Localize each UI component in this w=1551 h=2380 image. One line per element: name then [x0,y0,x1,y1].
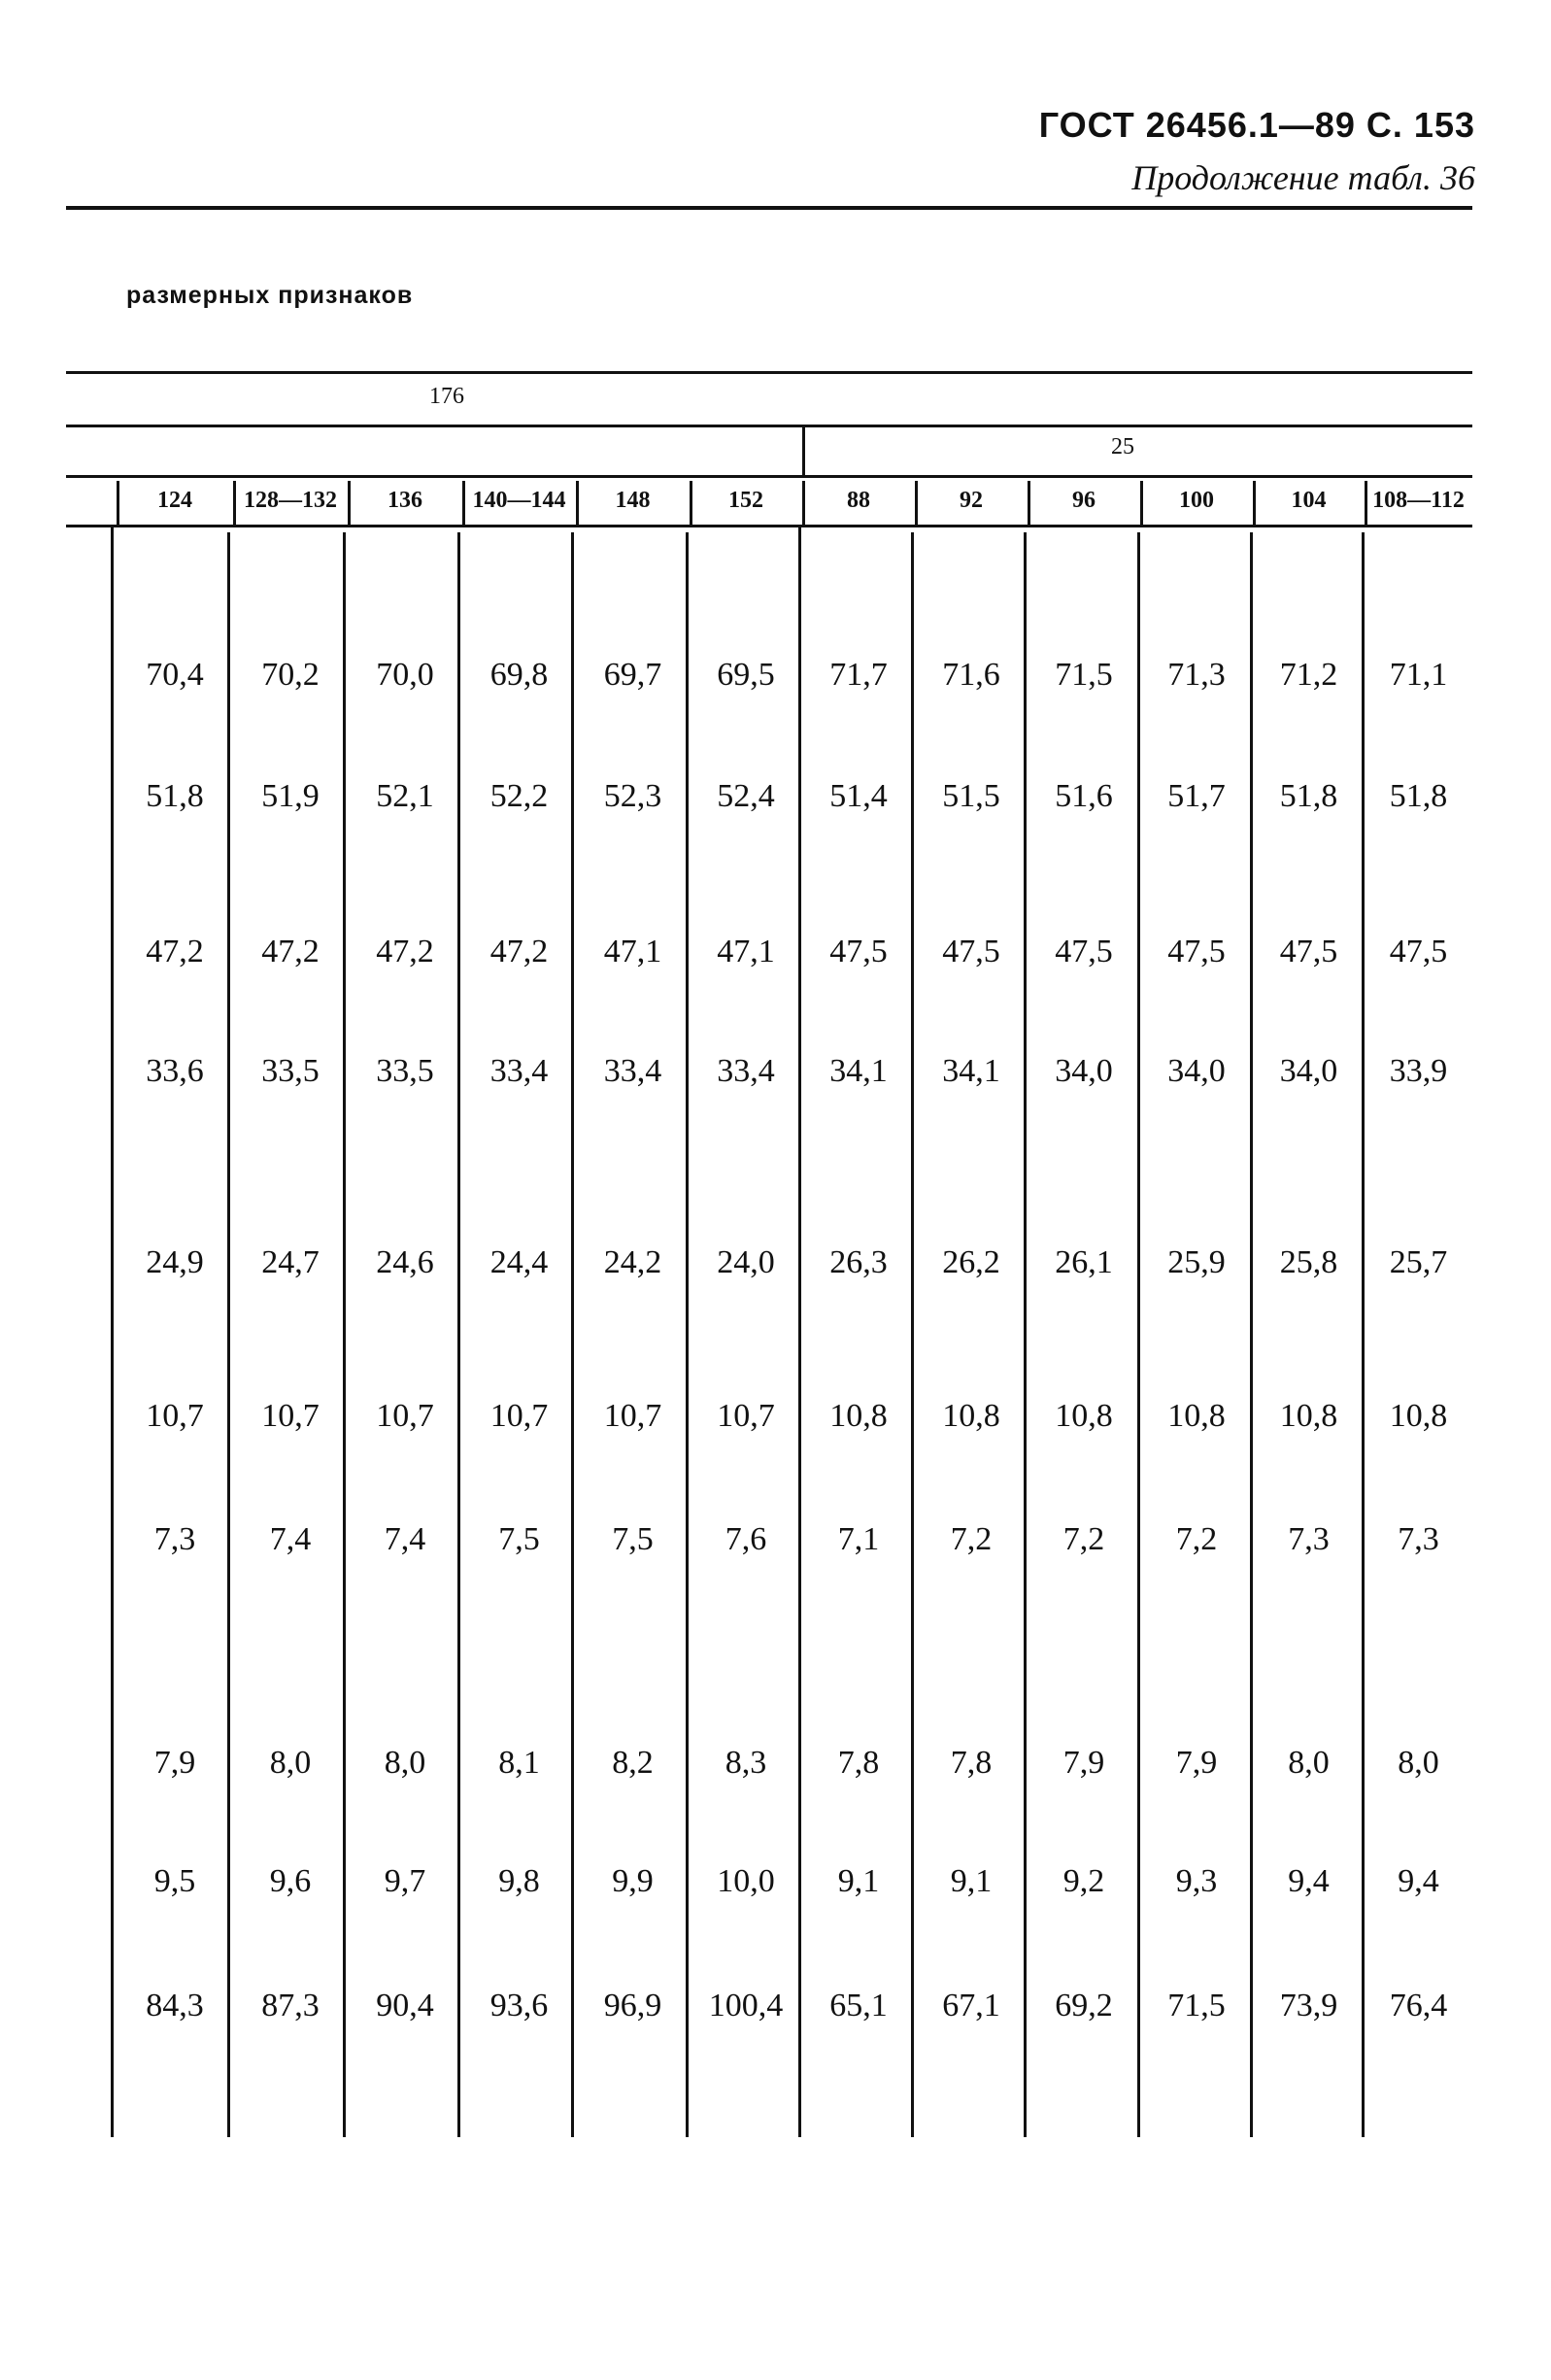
table-cell: 93,6 [489,1988,549,2023]
table-cell: 7,1 [837,1521,880,1557]
table-cell: 69,5 [717,657,775,693]
table-cell: 9,2 [1062,1863,1105,1899]
table-cell: 47,2 [489,934,549,969]
header-separator [690,481,692,525]
table-cell: 9,1 [950,1863,993,1899]
table-cell: 69,2 [1055,1988,1113,2023]
table-cell: 84,3 [146,1988,204,2023]
column-header-9: 96 [1072,488,1096,513]
table-top-rule [66,371,1472,374]
table-cell: 8,0 [384,1745,426,1781]
table-cell: 7,2 [1062,1521,1105,1557]
table-cell: 51,8 [146,778,204,814]
table-cell: 34,0 [1279,1053,1338,1089]
table-cell: 51,9 [261,778,320,814]
column-header-10: 100 [1179,488,1214,513]
table-cell: 24,6 [376,1244,434,1280]
page-header-title: ГОСТ 26456.1—89 С. 153 [1038,105,1475,145]
table-cell: 10,7 [489,1398,549,1434]
header-separator [915,481,918,525]
table-cell: 26,1 [1055,1244,1113,1280]
table-cell: 33,6 [146,1053,204,1089]
table-cell: 52,1 [376,778,434,814]
table-cell: 9,8 [498,1863,540,1899]
table-cell: 34,1 [942,1053,1000,1089]
column-head-rule [66,525,1472,527]
header-separator [117,481,119,525]
header-rule [66,206,1472,210]
table-cell: 71,7 [829,657,888,693]
table-cell: 33,4 [603,1053,662,1089]
table-cell: 47,5 [942,934,1000,969]
table-cell: 25,9 [1167,1244,1226,1280]
table-cell: 65,1 [829,1988,888,2023]
table-cell: 10,0 [717,1863,775,1899]
column-separator [111,525,114,2137]
table-cell: 100,4 [708,1988,784,2023]
header-separator [1253,481,1256,525]
table-cell: 71,2 [1279,657,1338,693]
table-cell: 51,8 [1279,778,1338,814]
table-cell: 9,3 [1175,1863,1218,1899]
table-cell: 8,0 [1398,1745,1439,1781]
table-cell: 9,6 [269,1863,312,1899]
table-cell: 71,3 [1167,657,1226,693]
table-cell: 34,1 [829,1053,888,1089]
column-header-7: 88 [847,488,870,513]
table-cell: 90,4 [376,1988,434,2023]
table-cell: 7,5 [498,1521,540,1557]
group-label-176: 176 [429,384,464,409]
header-separator [576,481,579,525]
table-cell: 7,2 [1175,1521,1218,1557]
table-cell: 10,7 [376,1398,434,1434]
table-cell: 87,3 [261,1988,320,2023]
table-cell: 47,2 [146,934,204,969]
header-separator [1028,481,1030,525]
table-cell: 51,6 [1055,778,1113,814]
column-header-6: 152 [728,488,763,513]
table-cell: 47,5 [1279,934,1338,969]
table-cell: 47,5 [1389,934,1448,969]
table-cell: 7,3 [1288,1521,1330,1557]
table-cell: 24,9 [146,1244,204,1280]
column-header-4: 140—144 [472,488,566,513]
table-cell: 52,4 [717,778,775,814]
table-cell: 8,3 [725,1745,767,1781]
table-cell: 96,9 [603,1988,662,2023]
header-separator [233,481,236,525]
table-cell: 10,8 [1055,1398,1113,1434]
table-cell: 10,8 [942,1398,1000,1434]
table-cell: 7,5 [612,1521,654,1557]
table-cell: 51,7 [1167,778,1226,814]
table-cell: 33,5 [376,1053,434,1089]
column-header-3: 136 [388,488,422,513]
table-cell: 34,0 [1167,1053,1226,1089]
table-cell: 10,8 [1167,1398,1226,1434]
table-cell: 26,2 [942,1244,1000,1280]
table-cell: 34,0 [1055,1053,1113,1089]
table-cell: 67,1 [942,1988,1000,2023]
table-cell: 8,2 [612,1745,654,1781]
table-cell: 52,3 [603,778,662,814]
table-cell: 47,2 [376,934,434,969]
column-header-11: 104 [1291,488,1327,513]
table-cell: 7,4 [384,1521,426,1557]
table-cell: 9,5 [153,1863,196,1899]
column-header-5: 148 [615,488,651,513]
column-header-12: 108—112 [1372,488,1465,513]
table-continuation-label: Продолжение табл. 36 [1131,158,1475,197]
header-separator [462,481,465,525]
table-cell: 8,0 [269,1745,312,1781]
table-cell: 10,7 [261,1398,320,1434]
table-cell: 47,1 [717,934,775,969]
table-cell: 10,8 [829,1398,888,1434]
table-cell: 9,9 [612,1863,654,1899]
table-cell: 7,9 [1062,1745,1105,1781]
table-cell: 26,3 [829,1244,888,1280]
column-header-2: 128—132 [244,488,337,513]
table-cell: 52,2 [489,778,549,814]
table-cell: 71,5 [1055,657,1113,693]
table-cell: 10,7 [717,1398,775,1434]
table-cell: 9,4 [1398,1863,1439,1899]
table-cell: 9,7 [384,1863,426,1899]
table-cell: 69,8 [489,657,549,693]
table-cell: 7,4 [269,1521,312,1557]
table-cell: 47,2 [261,934,320,969]
table-cell: 7,2 [950,1521,993,1557]
table-cell: 70,2 [261,657,320,693]
table-cell: 70,4 [146,657,204,693]
table-cell: 70,0 [376,657,434,693]
header-separator [348,481,351,525]
table-cell: 33,4 [489,1053,549,1089]
table-cell: 8,1 [498,1745,540,1781]
header-separator [1365,481,1367,525]
table-cell: 47,5 [1167,934,1226,969]
table-cell: 7,3 [1398,1521,1439,1557]
table-cell: 10,8 [1279,1398,1338,1434]
header-separator [1140,481,1143,525]
table-cell: 47,5 [829,934,888,969]
table-cell: 10,7 [603,1398,662,1434]
table-cell: 10,8 [1389,1398,1448,1434]
table-cell: 47,5 [1055,934,1113,969]
table-cell: 51,8 [1389,778,1448,814]
group-label-25: 25 [1111,434,1134,459]
table-cell: 24,7 [261,1244,320,1280]
table-cell: 33,9 [1389,1053,1448,1089]
group-rule-1 [66,425,1472,427]
table-cell: 25,7 [1389,1244,1448,1280]
table-cell: 7,9 [1175,1745,1218,1781]
group-rule-2 [66,475,1472,478]
table-cell: 7,9 [153,1745,196,1781]
table-cell: 51,4 [829,778,888,814]
table-cell: 9,4 [1288,1863,1330,1899]
table-cell: 33,5 [261,1053,320,1089]
table-cell: 7,6 [725,1521,767,1557]
table-cell: 25,8 [1279,1244,1338,1280]
table-cell: 7,8 [950,1745,993,1781]
table-cell: 47,1 [603,934,662,969]
table-cell: 76,4 [1389,1988,1448,2023]
table-cell: 7,3 [153,1521,196,1557]
table-cell: 33,4 [717,1053,775,1089]
table-cell: 71,5 [1167,1988,1226,2023]
group-divider [802,427,805,476]
table-cell: 69,7 [603,657,662,693]
table-cell: 10,7 [146,1398,204,1434]
column-header-8: 92 [960,488,983,513]
table-caption: размерных признаков [126,282,414,309]
table-cell: 9,1 [837,1863,880,1899]
table-cell: 73,9 [1279,1988,1338,2023]
table-cell: 7,8 [837,1745,880,1781]
table-cell: 71,1 [1389,657,1448,693]
table-cell: 24,2 [603,1244,662,1280]
table-cell: 8,0 [1288,1745,1330,1781]
table-cell: 71,6 [942,657,1000,693]
table-cell: 51,5 [942,778,1000,814]
header-separator [802,481,805,525]
table-cell: 24,0 [717,1244,775,1280]
column-header-1: 124 [157,488,192,513]
table-cell: 24,4 [489,1244,549,1280]
